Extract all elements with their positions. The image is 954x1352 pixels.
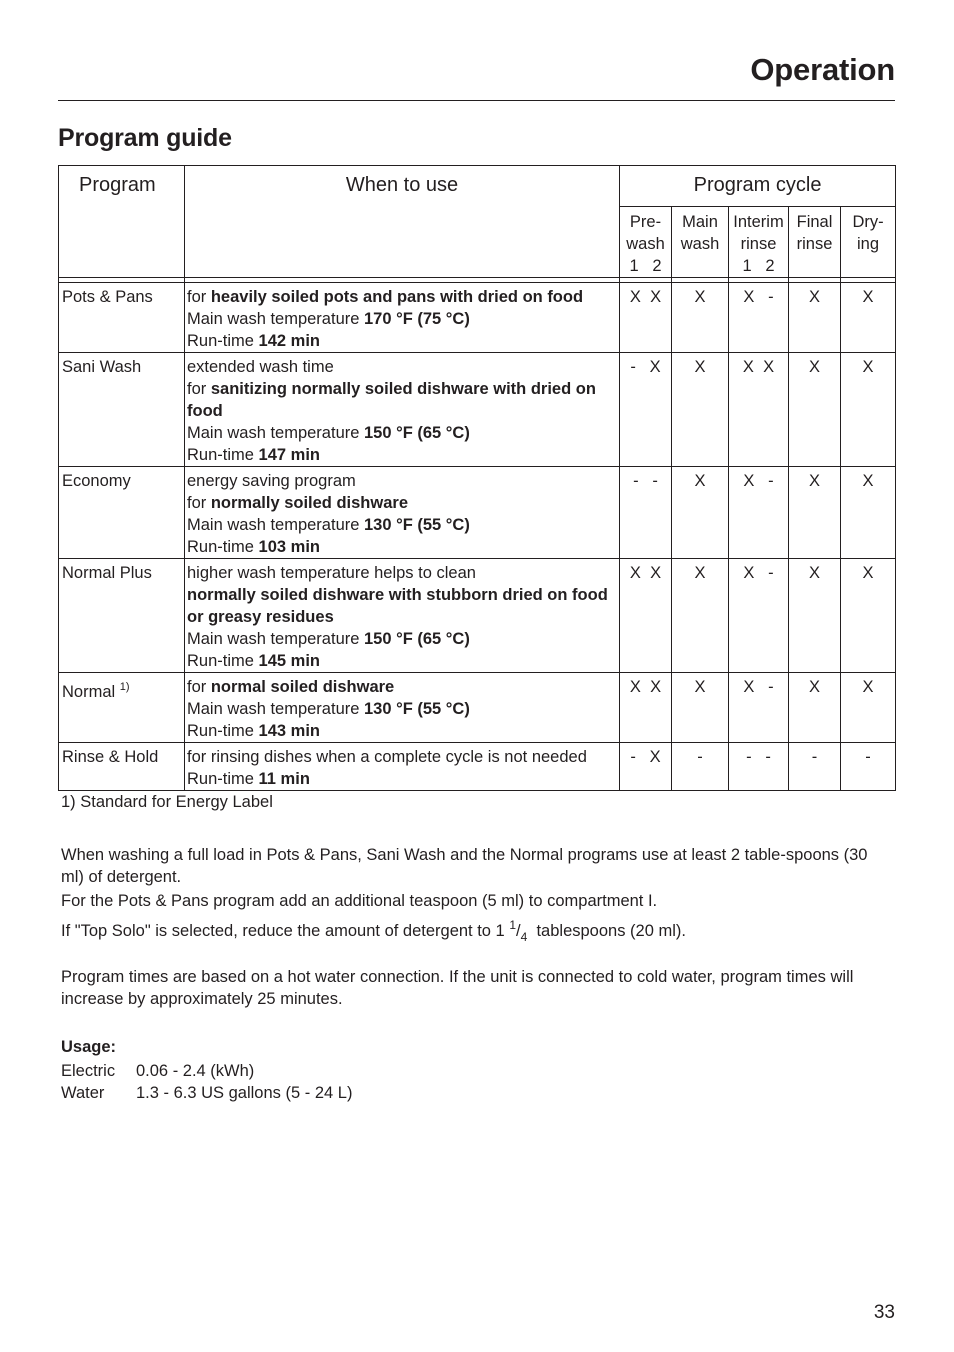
usage-line <box>187 514 619 536</box>
cycle-subheader-line: wash <box>626 235 665 253</box>
cycle-subheader-line: Final <box>796 213 833 231</box>
cycle-mark: X X <box>620 283 672 353</box>
cycle-mark: X - <box>729 673 789 743</box>
usage-line <box>187 422 619 444</box>
cycle-mark: X <box>672 283 729 353</box>
table-row <box>59 467 896 559</box>
program-name: Normal <box>62 683 116 701</box>
when-to-use-cell <box>185 467 620 559</box>
when-to-use-cell <box>185 673 620 743</box>
cycle-subheader <box>672 207 729 278</box>
usage-line-text: energy saving program <box>187 472 356 490</box>
usage-line-bold: 170 °F (75 °C) <box>364 310 470 328</box>
table-row <box>59 283 896 353</box>
usage-line <box>187 628 619 650</box>
usage-line-bold: 130 °F (55 °C) <box>364 700 470 718</box>
table-header-row <box>59 166 896 207</box>
cycle-subheader-line: Main <box>682 213 718 231</box>
cycle-mark: - <box>789 743 841 791</box>
cycle-mark: X X <box>620 673 672 743</box>
usage-line-text: Run-time <box>187 538 259 556</box>
fraction-denominator: 4 <box>520 930 528 944</box>
cycle-subheader-line: Interim <box>733 213 784 231</box>
usage-line <box>187 698 619 720</box>
usage-electric-value: 0.06 - 2.4 (kWh) <box>136 1062 255 1080</box>
cycle-mark: X <box>789 467 841 559</box>
cycle-mark: X <box>672 353 729 467</box>
usage-line-text: Run-time <box>187 332 259 350</box>
program-times-note: Program times are based on a hot water connection. If the unit is connected to cold water, program times will increase by approximately 25 minutes. <box>61 968 854 1008</box>
usage-line-bold: 142 min <box>258 332 320 350</box>
cycle-subheader-line: ing <box>857 235 880 253</box>
usage-line <box>187 562 619 584</box>
usage-line <box>187 676 619 698</box>
usage-line-text: Run-time <box>187 446 259 464</box>
cycle-mark: X <box>672 673 729 743</box>
usage-line-text: Run-time <box>187 722 259 740</box>
cycle-mark: X X <box>729 353 789 467</box>
cycle-mark: X <box>841 353 896 467</box>
usage-line-text: Main wash temperature <box>187 630 364 648</box>
cycle-subheader <box>789 207 841 278</box>
usage-line <box>187 356 619 378</box>
usage-line-text: higher wash temperature helps to clean <box>187 564 476 582</box>
usage-line-bold: normally soiled dishware <box>210 494 408 512</box>
page-header <box>58 50 895 101</box>
program-guide-table <box>58 165 896 791</box>
cycle-subheader-line: rinse <box>796 235 833 253</box>
usage-line <box>187 470 619 492</box>
usage-electric <box>61 1060 254 1082</box>
cycle-mark: X <box>789 673 841 743</box>
usage-line <box>187 444 619 466</box>
cycle-mark: X <box>789 353 841 467</box>
usage-line-text: for <box>187 380 211 398</box>
cycle-mark: X - <box>729 467 789 559</box>
program-name-cell <box>59 467 185 559</box>
usage-line-text: Run-time <box>187 652 259 670</box>
usage-line <box>187 746 619 768</box>
cycle-mark: - - <box>620 467 672 559</box>
detergent-paragraph-3 <box>61 914 881 948</box>
cycle-mark: X <box>672 559 729 673</box>
fraction-numerator: 1 <box>509 918 517 932</box>
cycle-mark: X - <box>729 283 789 353</box>
usage-line-bold: 147 min <box>258 446 320 464</box>
usage-electric-label: Electric <box>61 1062 116 1080</box>
usage-water <box>61 1082 352 1104</box>
cycle-mark: X <box>841 673 896 743</box>
program-name: Sani Wash <box>62 358 142 376</box>
cycle-mark: X - <box>729 559 789 673</box>
cycle-subheader-line <box>789 255 840 277</box>
program-name: Pots & Pans <box>62 288 153 306</box>
cycle-subheader-line: Pre- <box>629 213 662 231</box>
col-header-cycle: Program cycle <box>620 166 896 207</box>
usage-line-text: Main wash temperature <box>187 310 364 328</box>
footnote: 1) Standard for Energy Label <box>61 793 273 811</box>
usage-line-bold: 150 °F (65 °C) <box>364 630 470 648</box>
detergent-p3-text-end: tablespoons (20 ml). <box>527 922 686 940</box>
cycle-subheader-line: 1 2 <box>629 257 662 275</box>
usage-line-text: Main wash temperature <box>187 424 364 442</box>
cycle-subheader-line: wash <box>680 235 720 253</box>
col-header-when: When to use <box>185 166 620 278</box>
usage-line <box>187 584 619 628</box>
cycle-mark: X <box>841 283 896 353</box>
table-row <box>59 559 896 673</box>
table-row <box>59 673 896 743</box>
usage-water-label: Water <box>61 1084 105 1102</box>
detergent-paragraph-1: When washing a full load in Pots & Pans, Sani Wash and the Normal programs use at least 2 table-spoons (30 ml) of detergent. <box>61 846 868 886</box>
cycle-subheader-line: rinse <box>740 235 777 253</box>
usage-line <box>187 330 619 352</box>
usage-line <box>187 650 619 672</box>
table-row <box>59 353 896 467</box>
usage-line-bold: heavily soiled pots and pans with dried on food <box>210 288 584 306</box>
usage-title: Usage: <box>61 1038 117 1056</box>
usage-line-text: Main wash temperature <box>187 700 364 718</box>
cycle-mark: X <box>672 467 729 559</box>
footnote-marker: 1) <box>119 681 130 693</box>
cycle-mark: - X <box>620 743 672 791</box>
usage-line-text: for <box>187 678 211 696</box>
program-name: Economy <box>62 472 131 490</box>
program-name: Normal Plus <box>62 564 152 582</box>
usage-line <box>187 286 619 308</box>
cycle-subheader-line <box>841 255 895 277</box>
usage-line-text: for <box>187 494 211 512</box>
cycle-mark: X <box>789 559 841 673</box>
cycle-subheader <box>620 207 672 278</box>
usage-line-text: for rinsing dishes when a complete cycle is not needed <box>187 748 587 766</box>
detergent-p3-text: If "Top Solo" is selected, reduce the amount of detergent to 1 <box>61 922 510 940</box>
usage-line-bold: 130 °F (55 °C) <box>364 516 470 534</box>
page-title: Operation <box>750 52 895 87</box>
usage-line-bold: 145 min <box>258 652 320 670</box>
cycle-subheader <box>841 207 896 278</box>
usage-line <box>187 536 619 558</box>
usage-line <box>187 720 619 742</box>
page-number: 33 <box>873 1302 895 1323</box>
when-to-use-cell <box>185 283 620 353</box>
usage-line-bold: sanitizing normally soiled dishware with dried on food <box>187 380 596 420</box>
program-name-cell <box>59 743 185 791</box>
when-to-use-cell <box>185 353 620 467</box>
col-header-program: Program <box>59 166 185 278</box>
usage-line-text: Main wash temperature <box>187 516 364 534</box>
program-name-cell <box>59 673 185 743</box>
cycle-mark: - <box>672 743 729 791</box>
table-row <box>59 743 896 791</box>
usage-line <box>187 492 619 514</box>
when-to-use-cell <box>185 743 620 791</box>
cycle-mark: X X <box>620 559 672 673</box>
cycle-mark: - - <box>729 743 789 791</box>
usage-line-text: Run-time <box>187 770 259 788</box>
program-name-cell <box>59 283 185 353</box>
detergent-paragraph-2: For the Pots & Pans program add an additional teaspoon (5 ml) to compartment I. <box>61 892 658 910</box>
cycle-subheader-line: Dry- <box>852 213 884 231</box>
cycle-subheader-line: 1 2 <box>742 257 775 275</box>
usage-line-bold: 103 min <box>258 538 320 556</box>
usage-line-bold: 143 min <box>258 722 320 740</box>
usage-line-text: extended wash time <box>187 358 334 376</box>
cycle-mark: X <box>789 283 841 353</box>
usage-water-value: 1.3 - 6.3 US gallons (5 - 24 L) <box>136 1084 353 1102</box>
usage-line-bold: normally soiled dishware with stubborn dried on food or greasy residues <box>187 586 608 626</box>
fraction: $^1/_4$ <box>509 918 528 944</box>
when-to-use-cell <box>185 559 620 673</box>
program-name-cell <box>59 353 185 467</box>
cycle-mark: - X <box>620 353 672 467</box>
program-name-cell <box>59 559 185 673</box>
usage-line <box>187 378 619 422</box>
usage-line-bold: normal soiled dishware <box>210 678 395 696</box>
cycle-subheader <box>729 207 789 278</box>
usage-line <box>187 768 619 790</box>
cycle-mark: X <box>841 559 896 673</box>
usage-line-bold: 150 °F (65 °C) <box>364 424 470 442</box>
section-title: Program guide <box>58 124 232 152</box>
cycle-subheader-line <box>672 255 728 277</box>
usage-line-text: for <box>187 288 211 306</box>
cycle-mark: X <box>841 467 896 559</box>
usage-line <box>187 308 619 330</box>
cycle-mark: - <box>841 743 896 791</box>
usage-line-bold: 11 min <box>258 770 310 788</box>
program-name: Rinse & Hold <box>62 748 159 766</box>
